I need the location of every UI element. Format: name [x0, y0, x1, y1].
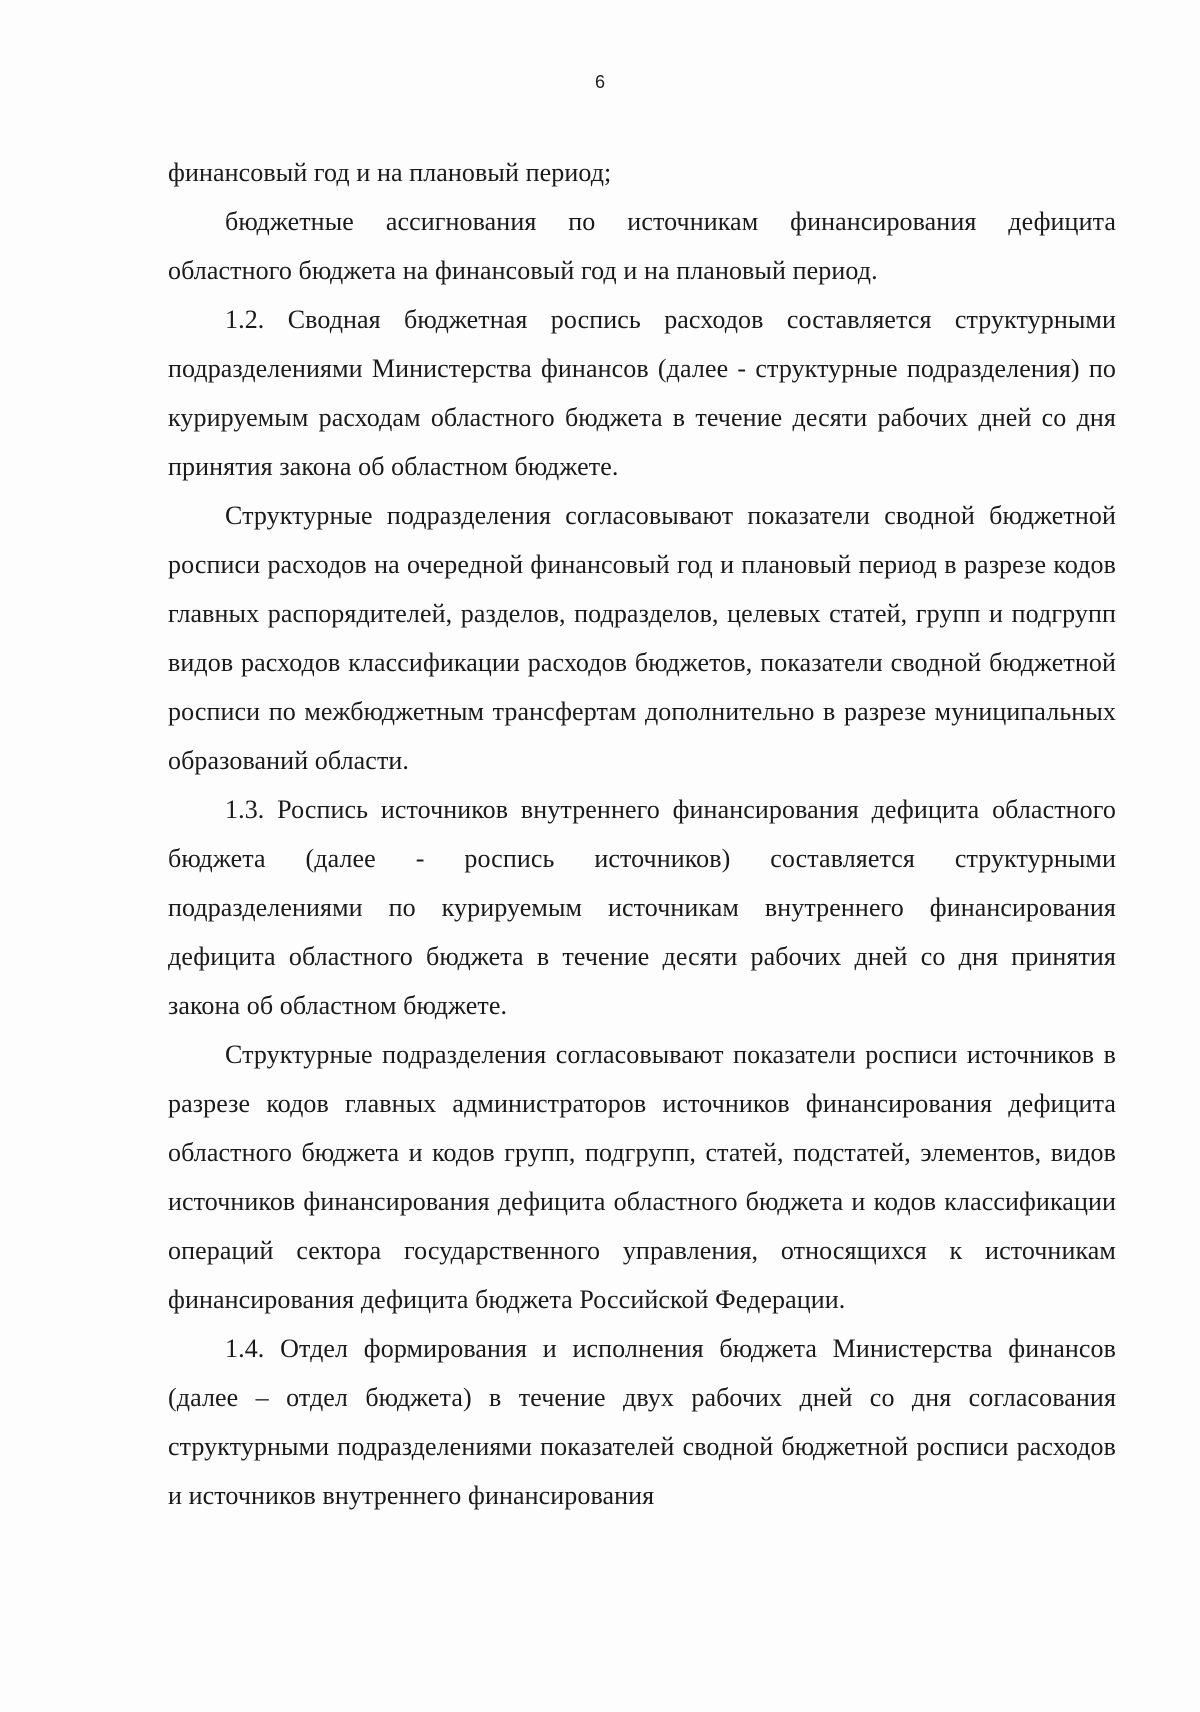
paragraph-p-1-4: 1.4. Отдел формирования и исполнения бюджета Министерства финансов (далее – отдел бюджета) в течение двух рабочих дней со дня согласования структурными подразделениями показателей сводной бюджетной росписи расходов и источников внутреннего финансирования: [168, 1334, 1116, 1510]
paragraph-p-sources-allocations: бюджетные ассигнования по источникам финансирования дефицита областного бюджета на финансовый год и на плановый период.: [168, 207, 1116, 285]
paragraph-p-1-3-agree: Структурные подразделения согласовывают показатели росписи источников в разрезе кодов главных администраторов источников финансирования дефицита областного бюджета и кодов групп, подгрупп, статей, подстатей, элементов, видов источников финансирования дефицита областного бюджета и кодов классификации операций сектора государственного управления, относящихся к источникам финансирования дефицита бюджета Российской Федерации.: [168, 1040, 1116, 1314]
paragraph-p-1-3: 1.3. Роспись источников внутреннего финансирования дефицита областного бюджета (далее - роспись источников) составляется структурными подразделениями по курируемым источникам внутреннего финансирования дефицита областного бюджета в течение десяти рабочих дней со дня принятия закона об областном бюджете.: [168, 795, 1116, 1020]
paragraph-p-1-2-agree: Структурные подразделения согласовывают показатели сводной бюджетной росписи расходов на очередной финансовый год и плановый период в разрезе кодов главных распорядителей, разделов, подразделов, целевых статей, групп и подгрупп видов расходов классификации расходов бюджетов, показатели сводной бюджетной росписи по межбюджетным трансфертам дополнительно в разрезе муниципальных образований области.: [168, 501, 1116, 775]
paragraph-p-1-2: 1.2. Сводная бюджетная роспись расходов составляется структурными подразделениями Министерства финансов (далее - структурные подразделения) по курируемым расходам областного бюджета в течение десяти рабочих дней со дня принятия закона об областном бюджете.: [168, 305, 1116, 481]
document-body: [168, 148, 1116, 1520]
page-number: 6: [594, 72, 605, 92]
paragraph-p-continuation: финансовый год и на плановый период;: [168, 158, 612, 187]
